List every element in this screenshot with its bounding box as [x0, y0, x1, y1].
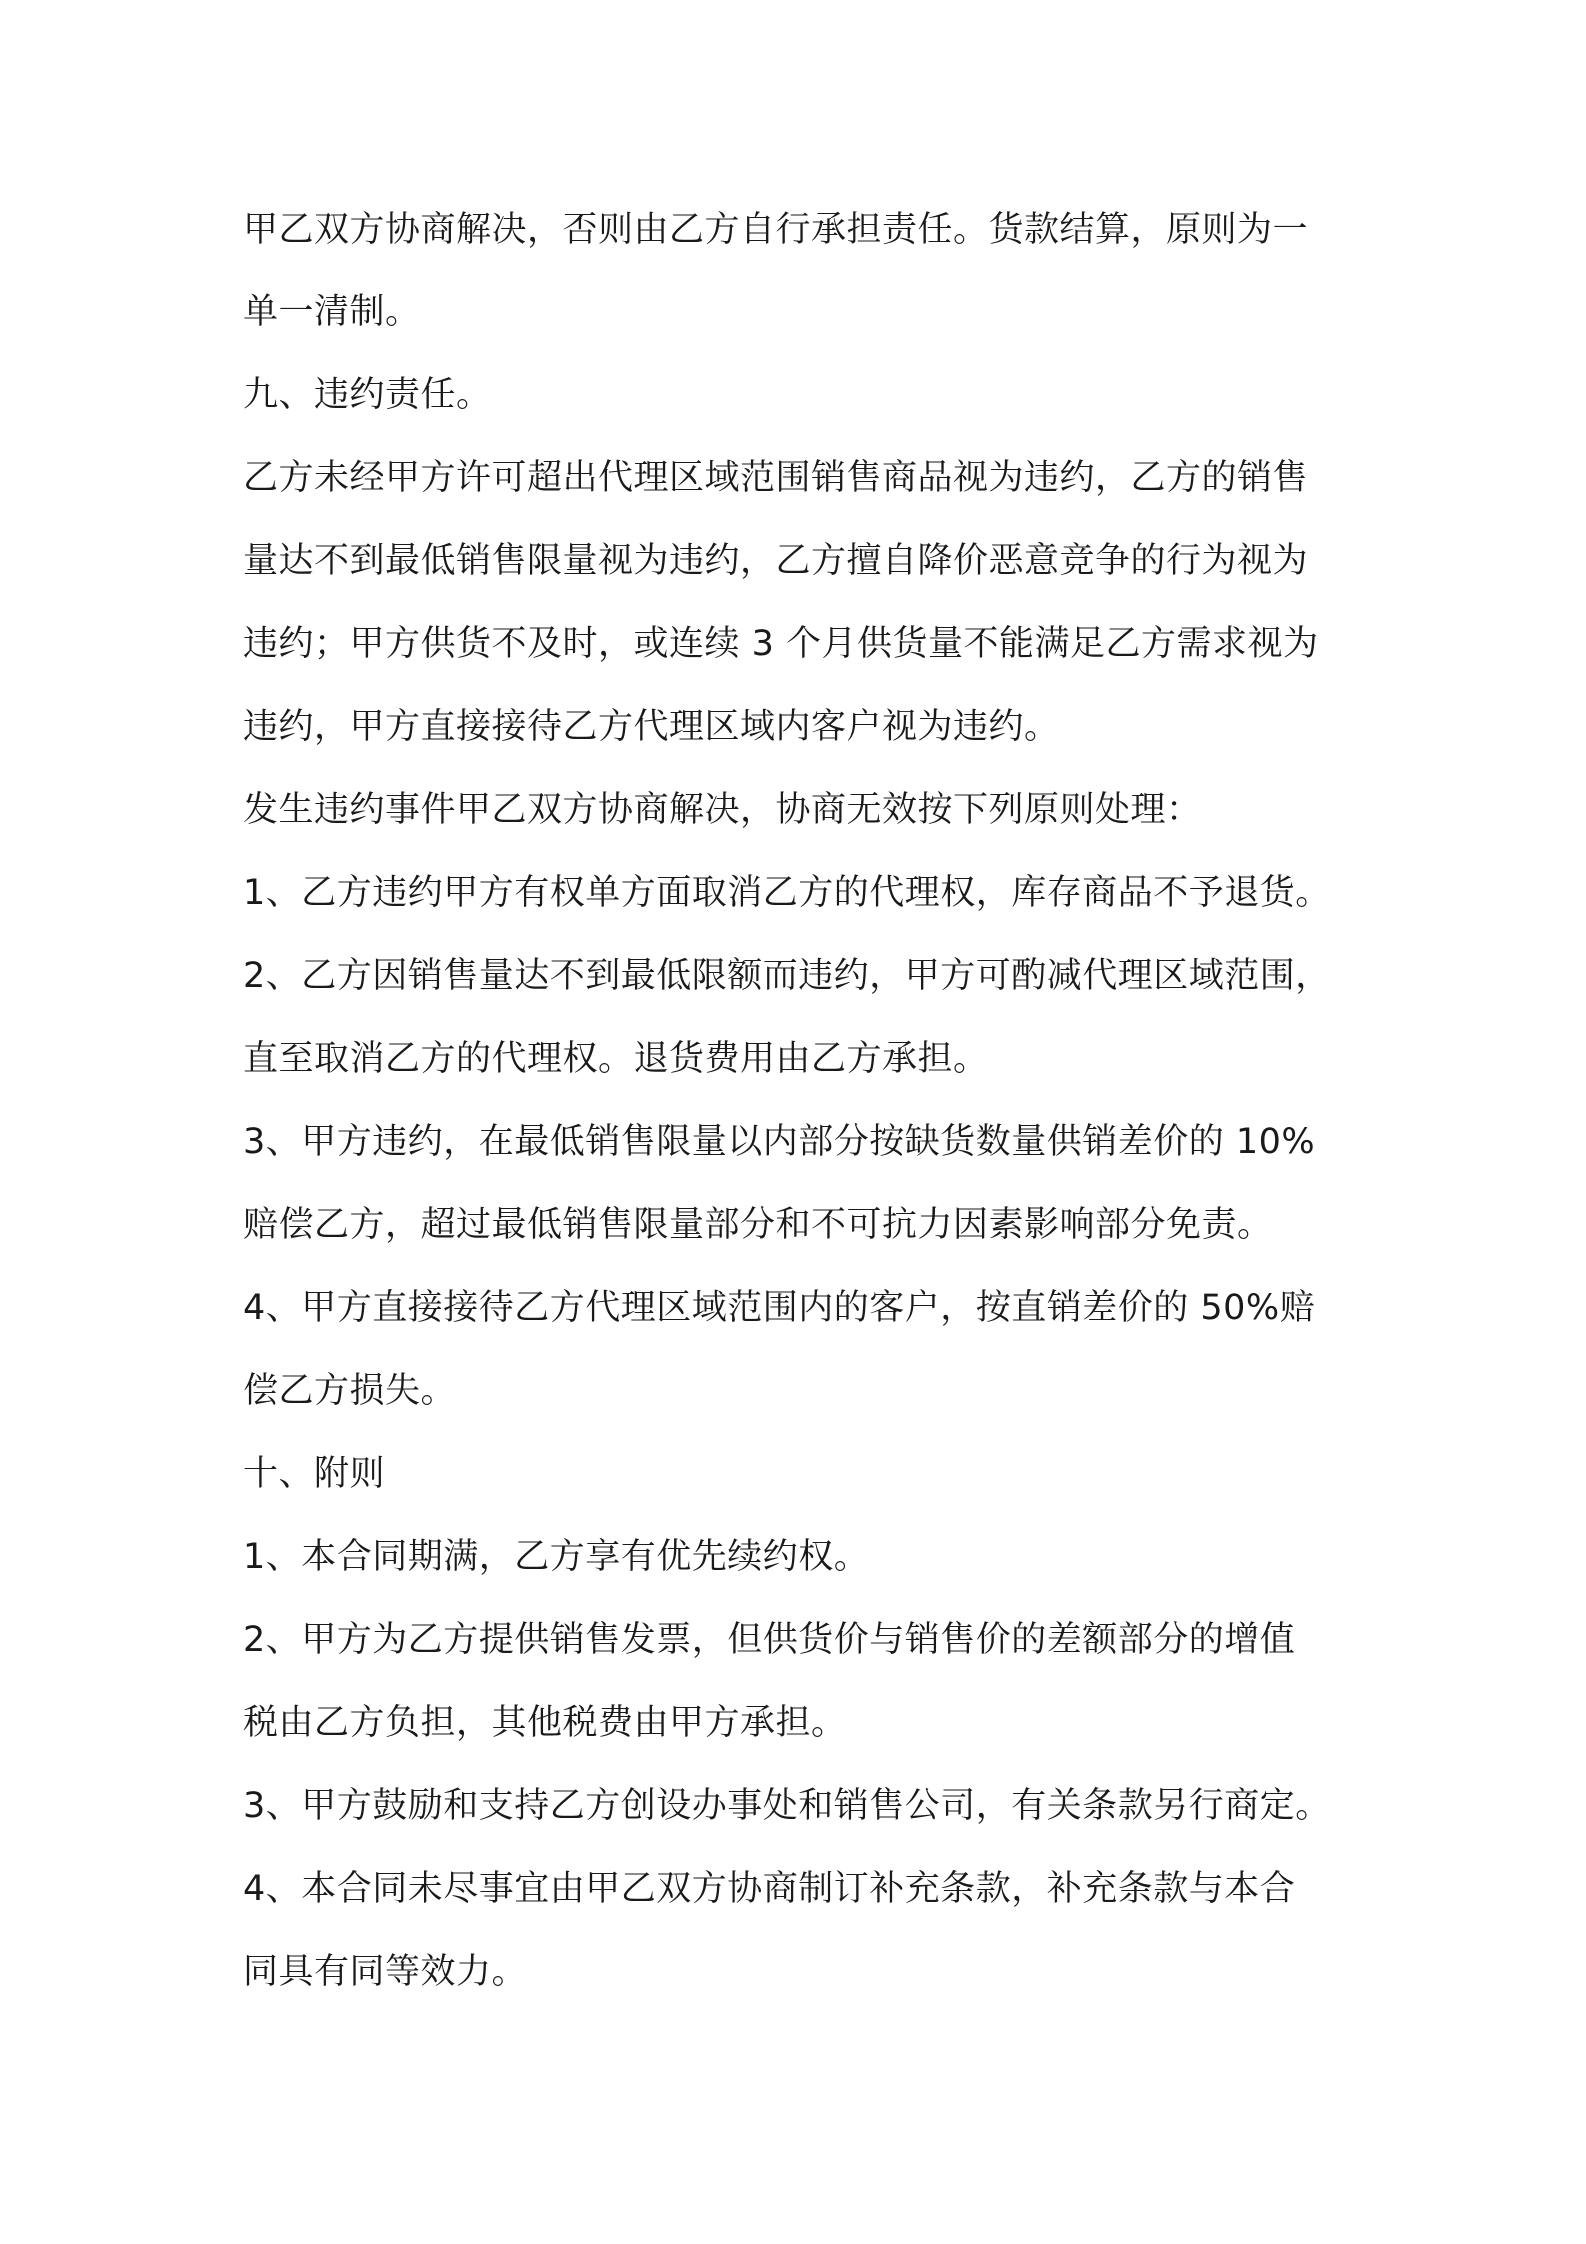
text-line: 量达不到最低销售限量视为违约，乙方擅自降价恶意竞争的行为视为: [243, 541, 1309, 581]
text-line: 3、甲方违约，在最低销售限量以内部分按缺货数量供销差价的 10%: [243, 1122, 1316, 1162]
text-line: 赔偿乙方，超过最低销售限量部分和不可抗力因素影响部分免责。: [243, 1205, 1273, 1245]
text-line: 1、本合同期满，乙方享有优先续约权。: [243, 1537, 870, 1577]
text-line: 乙方未经甲方许可超出代理区域范围销售商品视为违约，乙方的销售: [243, 458, 1309, 498]
text-line: 单一清制。: [243, 292, 421, 332]
section-heading: 十、附则: [243, 1454, 386, 1494]
text-line: 2、乙方因销售量达不到最低限额而违约，甲方可酌减代理区域范围，: [243, 956, 1331, 996]
text-line: 1、乙方违约甲方有权单方面取消乙方的代理权，库存商品不予退货。: [243, 873, 1331, 913]
text-line: 4、本合同未尽事宜由甲乙双方协商制订补充条款，补充条款与本合: [243, 1869, 1296, 1909]
section-heading: 九、违约责任。: [243, 375, 492, 415]
text-line: 违约，甲方直接接待乙方代理区域内客户视为违约。: [243, 707, 1060, 747]
text-line: 违约；甲方供货不及时，或连续 3 个月供货量不能满足乙方需求视为: [243, 624, 1319, 664]
text-line: 税由乙方负担，其他税费由甲方承担。: [243, 1703, 847, 1743]
text-line: 2、甲方为乙方提供销售发票，但供货价与销售价的差额部分的增值: [243, 1620, 1296, 1660]
text-line: 甲乙双方协商解决，否则由乙方自行承担责任。货款结算，原则为一: [243, 210, 1309, 250]
text-line: 3、甲方鼓励和支持乙方创设办事处和销售公司，有关条款另行商定。: [243, 1786, 1331, 1826]
text-line: 同具有同等效力。: [243, 1952, 528, 1992]
text-line: 发生违约事件甲乙双方协商解决，协商无效按下列原则处理：: [243, 790, 1202, 830]
text-line: 4、甲方直接接待乙方代理区域范围内的客户，按直销差价的 50%赔: [243, 1288, 1316, 1328]
text-line: 偿乙方损失。: [243, 1371, 457, 1411]
text-line: 直至取消乙方的代理权。退货费用由乙方承担。: [243, 1039, 989, 1079]
